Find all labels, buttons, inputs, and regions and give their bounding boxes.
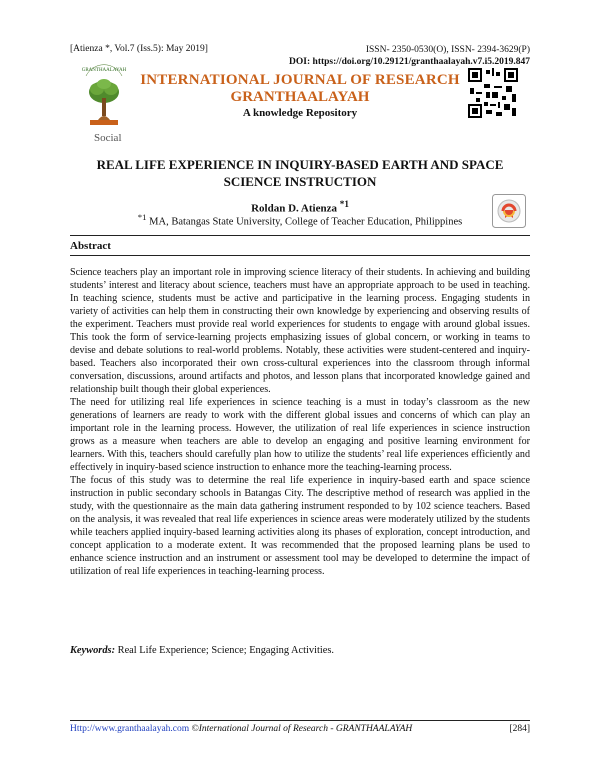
journal-logo-icon	[80, 62, 128, 132]
journal-name-line1: INTERNATIONAL JOURNAL OF RESEARCH	[140, 72, 460, 88]
logo-text: GRANTHAALAYAH	[81, 68, 127, 73]
journal-name-line2: GRANTHAALAYAH	[230, 89, 370, 105]
affiliation-text: MA, Batangas State University, College of Teacher Education, Philippines	[149, 216, 463, 228]
divider-top	[70, 235, 530, 236]
footer-url-link[interactable]: Http://www.granthaalayah.com	[70, 724, 190, 734]
abstract-paragraph-2: The need for utilizing real life experiences in science teaching is a must in today’s classroom as the new generations of learners are ready to work with the different global issues and concerns of which can play an important role in the learning process. However, the utilization of real life experiences in science instruction grows as a measure when teachers are able to develop an engaging and positive learning environment for learners. With this, teachers should carefully plan how to utilize the students’ real life experiences efficiently and effectively in inquiry-based science instruction to enhance more the teaching-learning process.	[70, 397, 530, 473]
page-number: [284]	[509, 724, 530, 734]
crossmark-badge-icon[interactable]	[492, 194, 526, 228]
qr-code-icon[interactable]	[468, 68, 518, 118]
keywords-text: Real Life Experience; Science; Engaging Activities.	[117, 645, 335, 656]
keywords-label: Keywords:	[70, 645, 116, 656]
affiliation-sup: *1	[137, 212, 147, 222]
page-footer	[70, 724, 530, 734]
section-label: Social	[94, 132, 122, 144]
abstract-paragraph-1: Science teachers play an important role in improving science literacy of their students. In achieving and building students’ interest and literacy about science, teachers must have an appropriate approach to be used in teaching. In teaching science, students must be active and participative in the learning process. Engaging students in variety of activities can help them in constructing their own knowledge by experiencing and observing results of the experiment. Teachers must provide real world experiences for students to engage with around global issues. This took the form of service-learning projects emphasizing issues of global concern, or working in teams to devise and debate solutions to real-world problems. Notably, these activities were student-centered and inquiry-based. Teachers also incorporated their own cross-cultural experiences into the classroom through informal conversation, discussions, around artifacts and photos, and lesson plans that incorporated knowledge gained and relationship built though their global experiences.	[70, 267, 530, 395]
author-affiliation	[70, 212, 530, 228]
journal-masthead	[130, 72, 470, 120]
title-line-1: REAL LIFE EXPERIENCE IN INQUIRY-BASED EARTH AND SPACE	[96, 157, 504, 172]
author-sup: *1	[339, 199, 349, 209]
abstract-paragraph-3: The focus of this study was to determine the real life experience in inquiry-based earth and space science instruction in public secondary schools in Batangas City. The descriptive method of research was applied in the study, with the questionnaire as the main data gathering instrument responded to by 102 science teachers. Based on the analysis, it was revealed that real life experiences in science areas were moderately utilized by the students while teachers applied inquiry-based learning activities along its phases of exploration, concept introduction, and concept application to a moderate extent. It was recommended that the proposed learning plans be used to enhance science instruction and an instrument or assessment tool may be developed to determine the impact of utilization of real life experiences in teaching-learning process.	[70, 475, 530, 577]
author-text: Roldan D. Atienza	[251, 202, 337, 215]
header-issn-doi	[289, 44, 530, 68]
divider-abstract	[70, 255, 530, 256]
issn-text: ISSN- 2350-0530(O), ISSN- 2394-3629(P)	[365, 45, 530, 55]
journal-tagline: A knowledge Repository	[242, 107, 358, 119]
footer-journal: ©International Journal of Research - GRANTHAALAYAH	[191, 724, 413, 734]
doi-link[interactable]: DOI: https://doi.org/10.29121/granthaalayah.v7.i5.2019.847	[289, 57, 530, 67]
abstract-heading: Abstract	[70, 240, 111, 252]
header-citation: [Atienza *, Vol.7 (Iss.5): May 2019]	[70, 44, 208, 54]
keywords	[70, 645, 334, 656]
paper-title	[70, 156, 530, 190]
title-line-2: SCIENCE INSTRUCTION	[223, 174, 377, 189]
divider-footer	[70, 720, 530, 721]
abstract-body	[70, 266, 530, 578]
